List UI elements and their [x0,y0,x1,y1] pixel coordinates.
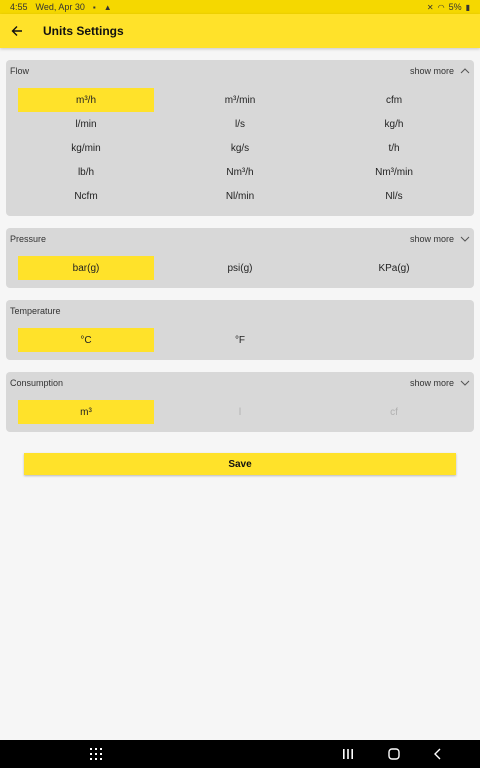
app-bar [0,14,480,48]
system-nav-bar [0,740,480,768]
section-title-flow: Flow [10,66,30,76]
unit-option[interactable]: lb/h [77,166,95,178]
back-button[interactable] [0,14,34,48]
unit-option[interactable]: Nl/s [385,190,403,202]
show-more-label: show more [409,66,454,76]
status-time: 4:55 [10,2,28,12]
unit-option-disabled: l [238,406,242,418]
unit-option[interactable]: Nl/min [225,190,255,202]
status-date: Wed, Apr 30 [35,2,85,12]
show-more-label: show more [409,378,454,388]
unit-option[interactable]: m³ [18,400,154,424]
page-title: Units Settings [43,24,124,38]
unit-option[interactable]: Ncfm [74,190,98,202]
warning-icon: ▲ [103,2,112,12]
unit-option[interactable]: kg/s [230,142,250,154]
temperature-card [6,300,474,360]
unit-option[interactable]: l/s [235,118,245,130]
unit-option-disabled: cf [390,406,398,418]
chevron-down-icon [460,235,470,243]
pressure-card [6,228,474,288]
chevron-left-icon [433,748,443,760]
chevron-up-icon [460,67,470,75]
wifi-icon: ◠ [437,2,445,12]
unit-option[interactable]: kg/h [384,118,404,130]
battery-icon: ▮ [465,2,470,12]
nav-back-button[interactable] [418,740,458,768]
unit-option[interactable]: bar(g) [18,256,154,280]
unit-option[interactable]: °F [234,334,246,346]
unit-option[interactable]: Nm³/min [375,166,413,178]
home-icon [388,748,400,760]
consumption-show-more-toggle[interactable] [410,378,470,388]
image-icon: ▪ [92,2,96,12]
consumption-card [6,372,474,432]
apps-grid-button[interactable] [76,740,116,768]
flow-card [6,60,474,216]
unit-option[interactable]: t/h [388,142,400,154]
mute-icon: ✕ [426,2,434,12]
unit-option[interactable]: cfm [385,94,403,106]
chevron-down-icon [460,379,470,387]
unit-option[interactable]: kg/min [71,142,101,154]
battery-level: 5% [448,2,462,12]
section-title-temperature: Temperature [10,306,61,316]
section-title-pressure: Pressure [10,234,47,244]
grid-icon [90,748,102,760]
recents-icon [342,748,354,760]
unit-option[interactable]: m³/min [224,94,256,106]
status-bar [0,0,480,14]
arrow-left-icon [11,25,23,37]
unit-option[interactable]: m³/h [18,88,154,112]
unit-option[interactable]: psi(g) [227,262,253,274]
unit-option[interactable]: Nm³/h [226,166,254,178]
show-more-label: show more [409,234,454,244]
pressure-show-more-toggle[interactable] [410,234,470,244]
recents-button[interactable] [328,740,368,768]
unit-option[interactable]: °C [18,328,154,352]
section-title-consumption: Consumption [10,378,64,388]
save-button[interactable]: Save [24,453,456,475]
unit-option[interactable]: l/min [75,118,97,130]
flow-show-less-toggle[interactable] [410,66,470,76]
home-button[interactable] [374,740,414,768]
unit-option[interactable]: KPa(g) [378,262,410,274]
